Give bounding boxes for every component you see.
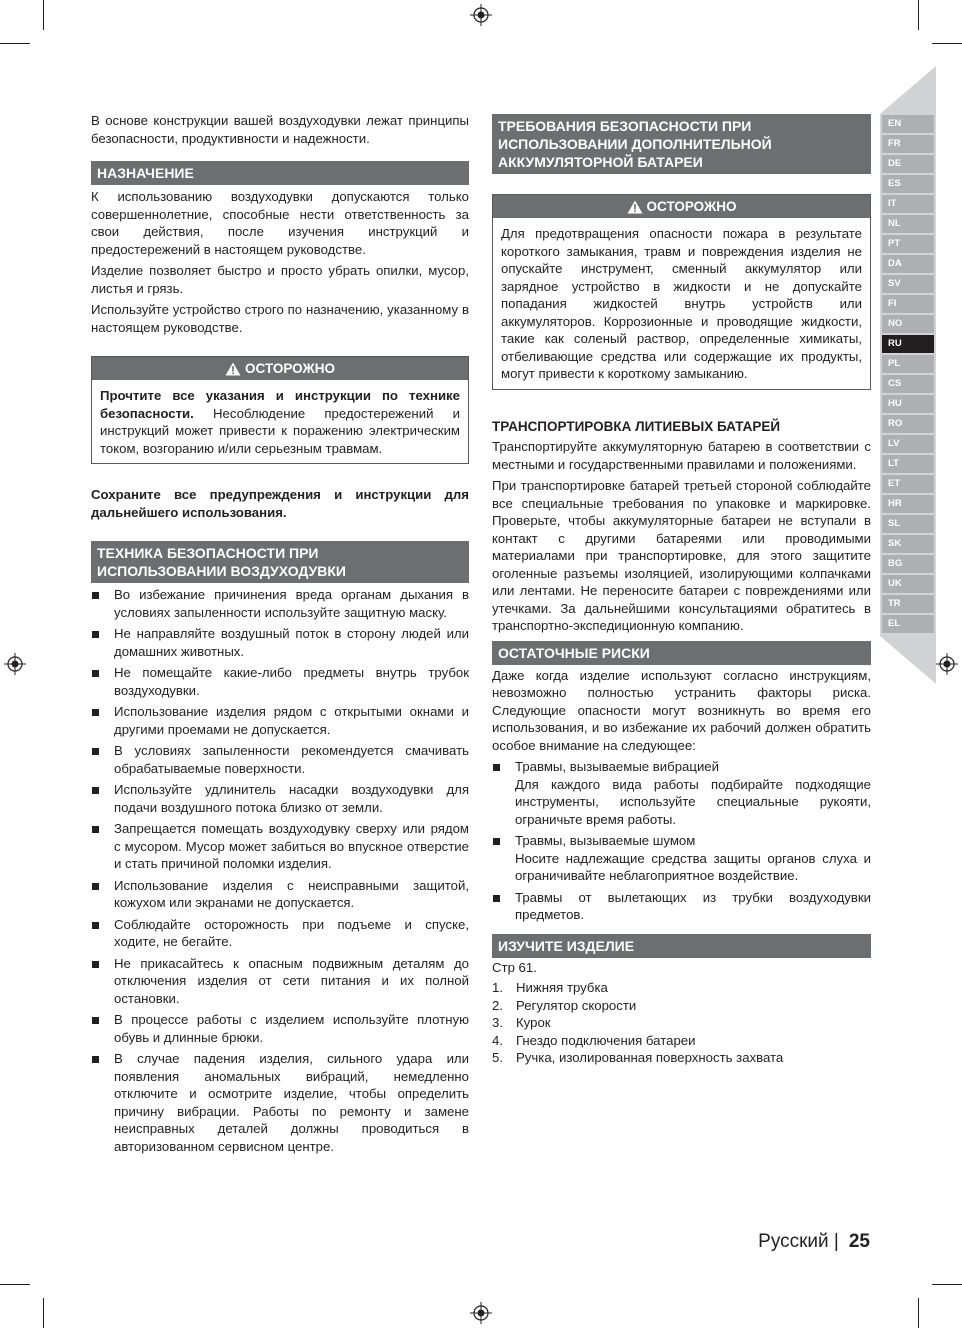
purpose-paragraph: Используйте устройство строго по назначению, указанному в настоящем руководстве. bbox=[91, 302, 469, 335]
part-label: Гнездо подключения батареи bbox=[516, 1032, 696, 1048]
language-tab-sv[interactable]: SV bbox=[882, 275, 934, 293]
parts-list-item bbox=[492, 997, 871, 1015]
risk-list bbox=[492, 758, 871, 924]
language-tab-lt[interactable]: LT bbox=[882, 455, 934, 473]
warning-box bbox=[91, 356, 469, 464]
language-tab-de[interactable]: DE bbox=[882, 155, 934, 173]
crop-mark bbox=[932, 1284, 962, 1285]
safety-list-item: Соблюдайте осторожность при подъеме и спуске, ходите, не бегайте. bbox=[91, 916, 469, 951]
language-tab-no[interactable]: NO bbox=[882, 315, 934, 333]
warning-icon bbox=[225, 362, 241, 376]
part-number: 3. bbox=[492, 1015, 503, 1030]
safety-list bbox=[91, 586, 469, 1155]
battery-heading-line: ТРЕБОВАНИЯ БЕЗОПАСНОСТИ ПРИ bbox=[498, 118, 752, 134]
transport-paragraph: Транспортируйте аккумуляторную батарею в соответствии с местными и государственными правилами и положениями. bbox=[492, 439, 871, 472]
learn-product-heading: ИЗУЧИТЕ ИЗДЕЛИЕ bbox=[492, 934, 871, 958]
risk-title: Травмы от вылетающих из трубки воздуходувки предметов. bbox=[515, 889, 871, 922]
language-tab-tr[interactable]: TR bbox=[882, 595, 934, 613]
intro-paragraph: В основе конструкции вашей воздуходувки лежат принципы безопасности, продуктивности и надежности. bbox=[91, 113, 469, 146]
battery-heading-line: ИСПОЛЬЗОВАНИИ ДОПОЛНИТЕЛЬНОЙ bbox=[498, 136, 772, 152]
language-tab-fr[interactable]: FR bbox=[882, 135, 934, 153]
battery-heading-line: АККУМУЛЯТОРНОЙ БАТАРЕИ bbox=[498, 154, 703, 170]
part-number: 4. bbox=[492, 1032, 503, 1048]
registration-mark-icon bbox=[470, 4, 492, 26]
crop-mark bbox=[43, 1298, 44, 1328]
safety-list-item: Не прикасайтесь к опасным подвижным деталям до отключения изделия от сети питания и их полной остановки. bbox=[91, 955, 469, 1008]
registration-mark-icon bbox=[4, 653, 26, 675]
risk-description: Для каждого вида работы подбирайте подходящие инструменты, используйте специальные рукояти, ограничьте время работы. bbox=[515, 776, 871, 827]
battery-warning-box bbox=[492, 194, 871, 390]
transport-heading: ТРАНСПОРТИРОВКА ЛИТИЕВЫХ БАТАРЕЙ bbox=[492, 418, 781, 434]
safety-list-item: Не направляйте воздушный поток в сторону людей или домашних животных. bbox=[91, 625, 469, 660]
language-tab-nl[interactable]: NL bbox=[882, 215, 934, 233]
language-tab-fi[interactable]: FI bbox=[882, 295, 934, 313]
crop-mark bbox=[918, 1298, 919, 1328]
battery-safety-heading bbox=[492, 114, 871, 174]
save-instructions-note: Сохраните все предупреждения и инструкции для дальнейшего использования. bbox=[91, 487, 469, 520]
language-tab-sk[interactable]: SK bbox=[882, 535, 934, 553]
safety-heading-line: ТЕХНИКА БЕЗОПАСНОСТИ ПРИ bbox=[97, 545, 319, 561]
parts-list-item bbox=[492, 1049, 871, 1067]
language-tab-da[interactable]: DA bbox=[882, 255, 934, 273]
safety-list-item: Во избежание причинения вреда органам дыхания в условиях запыленности используйте защитную маску. bbox=[91, 586, 469, 621]
part-label: Ручка, изолированная поверхность захвата bbox=[516, 1050, 784, 1065]
safety-list-item: Использование изделия рядом с открытыми окнами и другими проемами не допускается. bbox=[91, 703, 469, 738]
warning-title bbox=[493, 195, 870, 218]
language-tab-hr[interactable]: HR bbox=[882, 495, 934, 513]
language-tab-hu[interactable]: HU bbox=[882, 395, 934, 413]
risk-list-item bbox=[492, 758, 871, 828]
transport-paragraph: При транспортировке батарей третьей стороной соблюдайте все специальные требования по упаковке и маркировке. Проверьте, чтобы аккумуляторные батареи не вступали в контакт с другими батареями или проводимыми материалами при транспортировке, для этого защитите оголенные разъемы изоляцией, изолирующими колпачками или лентами. Не переносите батареи с повреждениями или утечками. За дальнейшими консультациями обратитесь в транспортно-экспедиционную компанию. bbox=[492, 478, 871, 633]
purpose-paragraph: К использованию воздуходувки допускаются только совершеннолетние, способные нести ответственность за свои действия, после изучения инструкций и предостережений в настоящем руководстве. bbox=[91, 189, 469, 257]
page-reference: Стр 61. bbox=[492, 959, 537, 975]
safety-list-item: В условиях запыленности рекомендуется смачивать обрабатываемые поверхности. bbox=[91, 742, 469, 777]
language-tab-lv[interactable]: LV bbox=[882, 435, 934, 453]
warning-title-text: ОСТОРОЖНО bbox=[646, 199, 737, 214]
registration-mark-icon bbox=[936, 653, 958, 675]
warning-title-text: ОСТОРОЖНО bbox=[245, 361, 335, 376]
part-number: 5. bbox=[492, 1050, 503, 1065]
language-tab-et[interactable]: ET bbox=[882, 475, 934, 493]
page-footer bbox=[758, 1230, 870, 1254]
language-tab-ro[interactable]: RO bbox=[882, 415, 934, 433]
page-number: 25 bbox=[848, 1231, 870, 1252]
part-label: Регулятор скорости bbox=[516, 997, 637, 1013]
language-tab-el[interactable]: EL bbox=[882, 615, 934, 633]
language-tab-cs[interactable]: CS bbox=[882, 375, 934, 393]
safety-list-item: Запрещается помещать воздуходувку сверху или рядом с мусором. Мусор может забиться во впускное отверстие и стать причиной поломки изделия. bbox=[91, 820, 469, 873]
risk-title: Травмы, вызываемые шумом bbox=[515, 833, 696, 848]
parts-list bbox=[492, 979, 871, 1067]
language-tab-pl[interactable]: PL bbox=[882, 355, 934, 373]
part-number: 1. bbox=[492, 980, 503, 995]
crop-mark bbox=[918, 0, 919, 30]
crop-mark bbox=[43, 0, 44, 30]
safety-list-item: Используйте удлинитель насадки воздуходувки для подачи воздушного потока близко от земли. bbox=[91, 781, 469, 816]
parts-list-item bbox=[492, 979, 871, 997]
residual-risks-paragraph: Даже когда изделие используют согласно инструкциям, невозможно полностью устранить факторы риска. Следующие опасности могут возникнуть во время его использования, и во избежание их рабочий должен обратить особое внимание на следующее: bbox=[492, 667, 871, 753]
crop-mark bbox=[0, 1284, 30, 1285]
warning-text: Несоблюдение предостережений и инструкций может привести к поражению электрическим током, возгоранию и/или серьезным травмам. bbox=[100, 405, 460, 456]
safety-list-item: Использование изделия с неисправными защитой, кожухом или экранами не допускается. bbox=[91, 877, 469, 912]
safety-list-item: В процессе работы с изделием используйте плотную обувь и длинные брюки. bbox=[91, 1011, 469, 1046]
footer-language: Русский | bbox=[758, 1231, 839, 1252]
risk-list-item bbox=[492, 889, 871, 924]
residual-risks-heading: ОСТАТОЧНЫЕ РИСКИ bbox=[492, 641, 871, 665]
warning-body bbox=[92, 380, 468, 463]
warning-bold-text: Прочтите все указания и инструкции по технике безопасности. bbox=[100, 388, 460, 421]
warning-icon bbox=[627, 200, 643, 214]
safety-heading-line: ИСПОЛЬЗОВАНИИ ВОЗДУХОДУВКИ bbox=[97, 563, 346, 579]
language-tab-en[interactable]: EN bbox=[882, 115, 934, 133]
language-tab-uk[interactable]: UK bbox=[882, 575, 934, 593]
safety-list-item: Не помещайте какие-либо предметы внутрь трубок воздуходувки. bbox=[91, 664, 469, 699]
language-tab-ru[interactable]: RU bbox=[882, 335, 934, 353]
language-tab-it[interactable]: IT bbox=[882, 195, 934, 213]
parts-list-item bbox=[492, 1014, 871, 1032]
risk-list-item bbox=[492, 832, 871, 885]
warning-title bbox=[92, 357, 468, 380]
language-tab-es[interactable]: ES bbox=[882, 175, 934, 193]
registration-mark-icon bbox=[470, 1302, 492, 1324]
warning-body: Для предотвращения опасности пожара в результате короткого замыкания, травм и повреждения изделия не опускайте инструмент, сменный аккумулятор или зарядное устройство в жидкости и не допускайте попадания жидкостей внутрь устройств или аккумуляторов. Коррозионные и проводящие жидкости, такие как соленый раствор, определенные химикаты, отбеливающие средства или содержащие их продукты, могут привести к короткому замыканию. bbox=[501, 226, 862, 381]
safety-list-item: В случае падения изделия, сильного удара или появления аномальных вибраций, немедленно отключите и осмотрите изделие, чтобы определить причину вибрации. Работы по ремонту и замене неисправных деталей должны проводиться в авторизованном сервисном центре. bbox=[91, 1050, 469, 1155]
right-column bbox=[492, 114, 871, 1067]
risk-title: Травмы, вызываемые вибрацией bbox=[515, 759, 720, 774]
purpose-heading: НАЗНАЧЕНИЕ bbox=[91, 161, 469, 185]
safety-heading bbox=[91, 541, 469, 583]
parts-list-item bbox=[492, 1032, 871, 1050]
crop-mark bbox=[932, 43, 962, 44]
risk-description: Носите надлежащие средства защиты органов слуха и ограничивайте неблагоприятное воздействие. bbox=[515, 850, 871, 883]
part-label: Нижняя трубка bbox=[516, 980, 608, 995]
language-tab-pt[interactable]: PT bbox=[882, 235, 934, 253]
language-tab-bg[interactable]: BG bbox=[882, 555, 934, 573]
crop-mark bbox=[0, 43, 30, 44]
left-column bbox=[91, 112, 469, 1159]
part-number: 2. bbox=[492, 997, 503, 1013]
purpose-paragraph: Изделие позволяет быстро и просто убрать опилки, мусор, листья и грязь. bbox=[91, 263, 469, 296]
part-label: Курок bbox=[516, 1015, 551, 1030]
language-tab-sl[interactable]: SL bbox=[882, 515, 934, 533]
